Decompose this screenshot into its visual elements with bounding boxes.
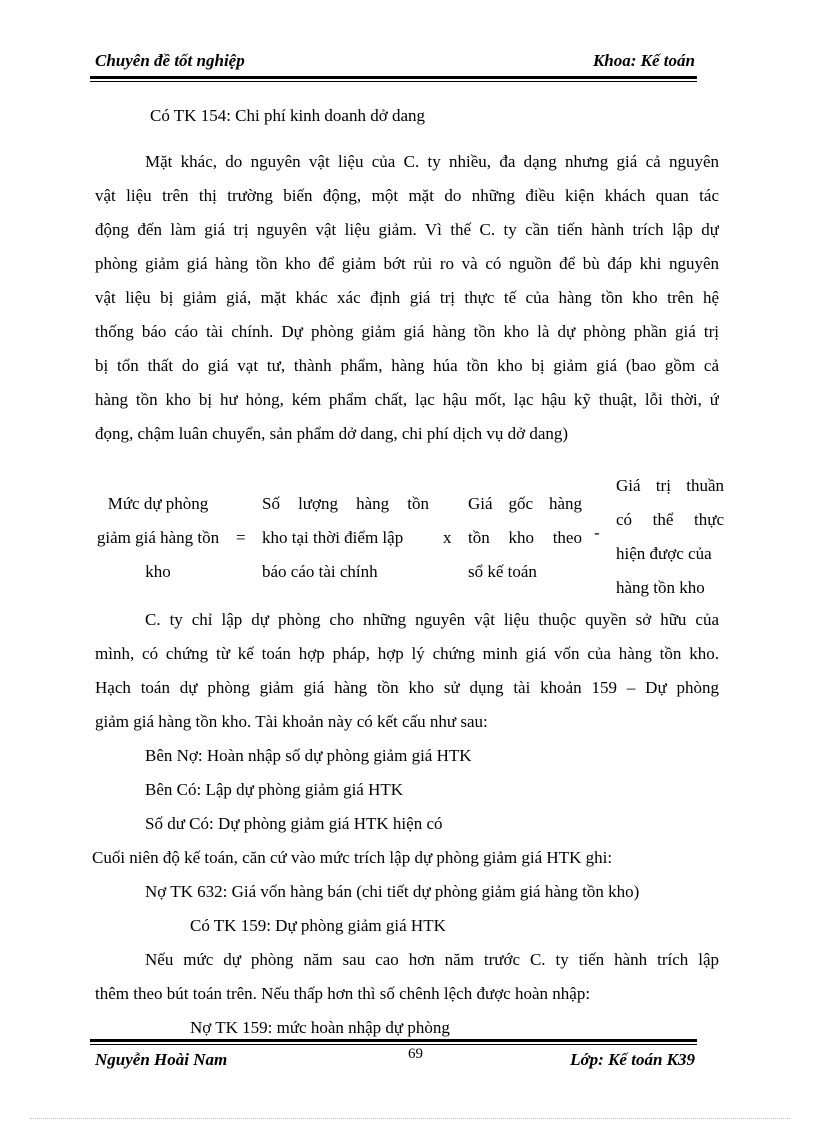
formula-equals: =: [236, 528, 246, 547]
formula-word: Giá: [616, 476, 641, 495]
text-line: C. ty chỉ lập dự phòng cho những nguyên vật liệu thuộc quyền sở hữu của: [145, 610, 719, 629]
page-bottom-border: [30, 1118, 790, 1119]
formula-text: kho tại thời điểm lập: [262, 528, 404, 547]
page-number: 69: [408, 1046, 423, 1062]
text-line: giảm giá hàng tồn kho. Tài khoản này có kết cấu như sau:: [95, 712, 488, 731]
text-line: bị tổn thất do giá vạt tư, thành phẩm, hàng húa tồn kho bị giảm giá (bao gồm cả: [95, 356, 719, 375]
formula-word: gốc: [508, 494, 534, 513]
header-title: Chuyên đề tốt nghiệp: [95, 51, 245, 70]
formula-word: tồn: [407, 494, 429, 513]
text-line: động đến làm giá trị nguyên vật liệu giảm. Vì thế C. ty cần tiến hành trích lập dự: [95, 220, 719, 239]
formula-text: [616, 503, 724, 537]
formula-word: hàng: [356, 494, 390, 513]
footer-class: Lớp: Kế toán K39: [570, 1050, 695, 1069]
text-line: thống báo cáo tài chính. Dự phòng giảm giá hàng tồn kho là dự phòng phần giá trị: [95, 322, 719, 341]
formula-text: giảm giá hàng tồn: [96, 528, 220, 547]
formula-word: thực: [694, 510, 724, 529]
formula-text: [468, 487, 582, 521]
header-department: Khoa: Kế toán: [592, 51, 695, 70]
formula-word: Số: [262, 494, 280, 513]
text-line: Bên Nợ: Hoàn nhập số dự phòng giảm giá HTK: [145, 746, 472, 765]
formula-text: hiện được của: [616, 544, 712, 563]
text-line: đọng, chậm luân chuyển, sản phẩm dở dang, chi phí dịch vụ dở dang): [95, 424, 569, 443]
page-header: [95, 51, 695, 75]
text-line: thêm theo bút toán trên. Nếu thấp hơn thì số chênh lệch được hoàn nhập:: [95, 984, 591, 1003]
formula-times: x: [443, 528, 452, 547]
text-line: Nếu mức dự phòng năm sau cao hơn năm trước C. ty tiến hành trích lập: [145, 950, 719, 969]
header-rule-thin: [90, 81, 697, 82]
formula-term-net-value: [616, 469, 724, 605]
formula-word: có: [616, 510, 633, 529]
page-footer: [95, 1050, 695, 1074]
text-line: Có TK 159: Dự phòng giảm giá HTK: [190, 916, 446, 935]
formula-text: hàng tồn kho: [616, 578, 705, 597]
formula-text: Mức dự phòng: [107, 494, 209, 513]
text-line: Mặt khác, do nguyên vật liệu của C. ty nhiều, đa dạng nhưng giá cả nguyên: [145, 152, 719, 171]
text-line: Có TK 154: Chi phí kinh doanh dở dang: [150, 106, 426, 125]
text-line: hàng tồn kho bị hư hỏng, kém phẩm chất, lạc hậu mốt, lạc hậu kỹ thuật, lỗi thời, ứ: [95, 390, 719, 409]
formula-term-provision: [88, 487, 228, 589]
text-line: phòng giảm giá hàng tồn kho để giảm bớt rủi ro và có nguồn để bù đáp khi nguyên: [95, 254, 719, 273]
formula-term-cost: [468, 487, 582, 589]
formula-text: [468, 521, 582, 555]
text-line: mình, có chứng từ kế toán hợp pháp, hợp lý chứng minh giá vốn của hàng tồn kho.: [95, 644, 719, 663]
formula-text: [616, 469, 724, 503]
formula-word: trị: [655, 476, 671, 495]
formula-term-quantity: [262, 487, 429, 589]
formula-text: sổ kế toán: [468, 562, 537, 581]
formula-text: [262, 487, 429, 521]
text-line: Cuối niên độ kế toán, căn cứ vào mức trích lập dự phòng giảm giá HTK ghi:: [92, 848, 613, 867]
text-line: Số dư Có: Dự phòng giảm giá HTK hiện có: [145, 814, 443, 833]
footer-rule-thin: [90, 1044, 697, 1045]
footer-rule-thick: [90, 1039, 697, 1042]
formula-word: kho: [508, 528, 534, 547]
formula-word: thuần: [686, 476, 724, 495]
formula-word: thể: [652, 510, 674, 529]
formula-word: Giá: [468, 494, 493, 513]
text-line: vật liệu trên thị trường biến động, một mặt do những điều kiện khách quan tác: [95, 186, 719, 205]
text-line: Hạch toán dự phòng giảm giá hàng tồn kho sử dụng tài khoản 159 – Dự phòng: [95, 678, 719, 697]
text-line: Bên Có: Lập dự phòng giảm giá HTK: [145, 780, 404, 799]
footer-author: Nguyễn Hoài Nam: [95, 1050, 228, 1069]
formula-minus: -: [594, 523, 600, 542]
formula-word: hàng: [548, 494, 582, 513]
formula-text: kho: [145, 562, 171, 581]
text-line: vật liệu bị giảm giá, mặt khác xác định giá trị thực tế của hàng tồn kho trên hệ: [95, 288, 719, 307]
formula-text: báo cáo tài chính: [262, 562, 378, 581]
formula-word: lượng: [298, 494, 338, 513]
header-rule-thick: [90, 76, 697, 79]
text-line: Nợ TK 159: mức hoàn nhập dự phòng: [190, 1018, 450, 1037]
formula-word: tồn: [468, 528, 490, 547]
text-line: Nợ TK 632: Giá vốn hàng bán (chi tiết dự phòng giảm giá hàng tồn kho): [145, 882, 640, 901]
formula-word: theo: [552, 528, 582, 547]
